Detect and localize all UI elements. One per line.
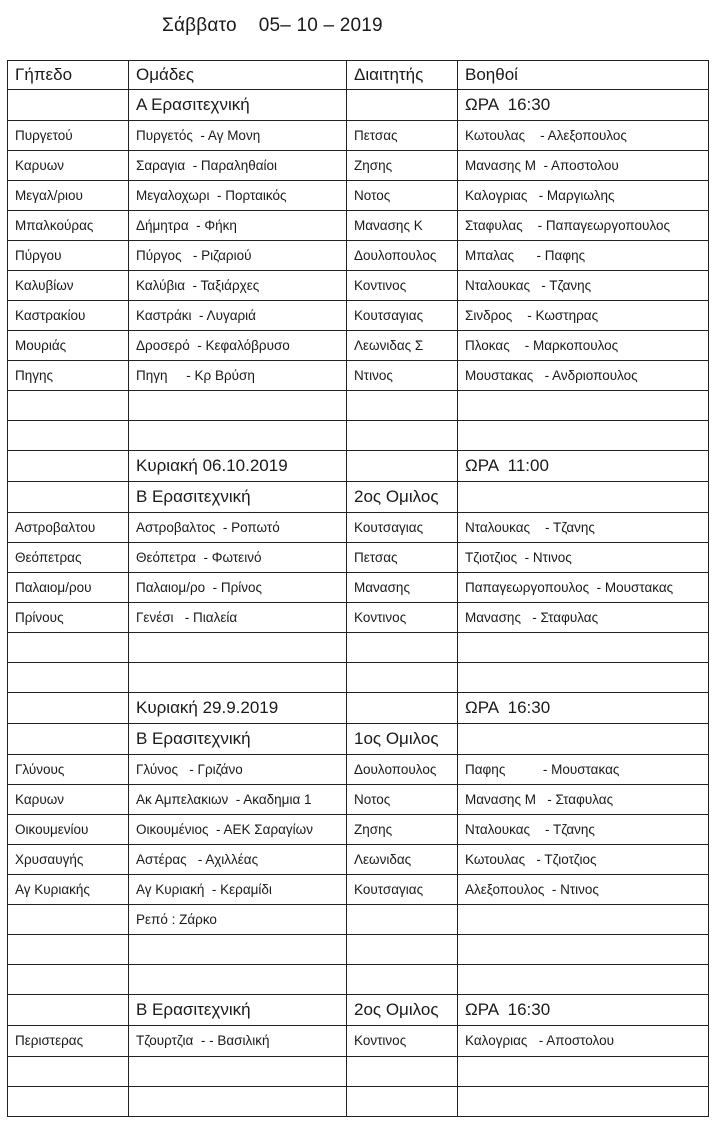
teams-cell: Μεγαλοχωρι - Πορταικός [129, 181, 347, 211]
stadium-cell [8, 391, 129, 421]
stadium-cell: Καλυβίων [8, 271, 129, 301]
assistants-cell: Τζιοτζιος - Ντινος [458, 543, 709, 573]
assistants-cell [458, 633, 709, 663]
stadium-cell [8, 90, 129, 121]
referee-cell: 2ος Ομιλος [347, 995, 458, 1026]
assistants-cell: ΩΡΑ 11:00 [458, 451, 709, 482]
teams-cell [129, 633, 347, 663]
referee-cell [347, 391, 458, 421]
teams-cell [129, 1087, 347, 1117]
stadium-cell: Πρίνους [8, 603, 129, 633]
referee-cell: 1ος Ομιλος [347, 724, 458, 755]
referee-cell: Νοτος [347, 785, 458, 815]
teams-cell [129, 965, 347, 995]
table-row [8, 815, 709, 845]
stadium-cell: Μουριάς [8, 331, 129, 361]
referee-cell: Δουλοπουλος [347, 755, 458, 785]
teams-cell: Κυριακή 06.10.2019 [129, 451, 347, 482]
referee-cell: Κουτσαγιας [347, 301, 458, 331]
assistants-cell: ΩΡΑ 16:30 [458, 995, 709, 1026]
referee-cell: Μανασης Κ [347, 211, 458, 241]
referee-cell: Κοντινος [347, 1026, 458, 1057]
table-row [8, 331, 709, 361]
teams-cell [129, 391, 347, 421]
table-row [8, 241, 709, 271]
referee-cell: Ζησης [347, 815, 458, 845]
table-header-row [8, 61, 709, 90]
stadium-cell: Γλύνους [8, 755, 129, 785]
stadium-cell: Μεγαλ/ριου [8, 181, 129, 211]
referee-cell: Νοτος [347, 181, 458, 211]
assistants-cell: Μανασης - Σταφυλας [458, 603, 709, 633]
teams-cell [129, 1057, 347, 1087]
assistants-cell [458, 482, 709, 513]
column-header: Ομάδες [129, 61, 347, 90]
column-header: Διαιτητής [347, 61, 458, 90]
table-row [8, 211, 709, 241]
teams-cell: Καλύβια - Ταξιάρχες [129, 271, 347, 301]
assistants-cell: Καλογριας - Μαργιωλης [458, 181, 709, 211]
stadium-cell [8, 935, 129, 965]
column-header: Γήπεδο [8, 61, 129, 90]
teams-cell: Γενέσι - Πιαλεία [129, 603, 347, 633]
stadium-cell [8, 451, 129, 482]
stadium-cell [8, 1087, 129, 1117]
teams-cell: Πύργος - Ριζαριού [129, 241, 347, 271]
table-row [8, 935, 709, 965]
assistants-cell: ΩΡΑ 16:30 [458, 693, 709, 724]
table-row [8, 121, 709, 151]
referee-cell [347, 90, 458, 121]
referee-cell: Ντινος [347, 361, 458, 391]
assistants-cell: Νταλουκας - Τζανης [458, 513, 709, 543]
table-row [8, 785, 709, 815]
teams-cell: Β Ερασιτεχνική [129, 724, 347, 755]
teams-cell: Πηγη - Κρ Βρύση [129, 361, 347, 391]
teams-cell: Παλαιομ/ρο - Πρίνος [129, 573, 347, 603]
assistants-cell: Σταφυλας - Παπαγεωργοπουλος [458, 211, 709, 241]
table-row [8, 603, 709, 633]
stadium-cell [8, 965, 129, 995]
assistants-cell [458, 421, 709, 451]
teams-cell: Δροσερό - Κεφαλόβρυσο [129, 331, 347, 361]
teams-cell: Ακ Αμπελακιων - Ακαδημια 1 [129, 785, 347, 815]
referee-cell: Κοντινος [347, 603, 458, 633]
referee-cell [347, 935, 458, 965]
table-row [8, 1026, 709, 1057]
assistants-cell [458, 965, 709, 995]
referee-cell: Μανασης [347, 573, 458, 603]
table-row [8, 151, 709, 181]
table-row [8, 301, 709, 331]
schedule-table [7, 60, 709, 1117]
assistants-cell: Σινδρος - Κωστηρας [458, 301, 709, 331]
stadium-cell: Πηγης [8, 361, 129, 391]
assistants-cell [458, 663, 709, 693]
table-row [8, 573, 709, 603]
referee-cell: Κουτσαγιας [347, 513, 458, 543]
table-row [8, 965, 709, 995]
referee-cell: Ζησης [347, 151, 458, 181]
table-row [8, 181, 709, 211]
page-title: Σάββατο 05– 10 – 2019 [162, 15, 383, 36]
stadium-cell: Οικουμενίου [8, 815, 129, 845]
table-row [8, 513, 709, 543]
stadium-cell [8, 633, 129, 663]
teams-cell: Θεόπετρα - Φωτεινό [129, 543, 347, 573]
teams-cell: Καστράκι - Λυγαριά [129, 301, 347, 331]
referee-cell: Λεωνιδας Σ [347, 331, 458, 361]
assistants-cell: Μανασης Μ - Σταφυλας [458, 785, 709, 815]
teams-cell: Αστροβαλτος - Ροπωτό [129, 513, 347, 543]
referee-cell [347, 663, 458, 693]
referee-cell: Πετσας [347, 543, 458, 573]
teams-cell: Κυριακή 29.9.2019 [129, 693, 347, 724]
assistants-cell: Κωτουλας - Τζιοτζιος [458, 845, 709, 875]
stadium-cell: Θεόπετρας [8, 543, 129, 573]
assistants-cell: Μανασης Μ - Αποστολου [458, 151, 709, 181]
stadium-cell: Καρυων [8, 151, 129, 181]
referee-cell [347, 451, 458, 482]
teams-cell: Αγ Κυριακή - Κεραμίδι [129, 875, 347, 905]
assistants-cell: Νταλουκας - Τζανης [458, 815, 709, 845]
assistants-cell [458, 935, 709, 965]
stadium-cell [8, 724, 129, 755]
assistants-cell: Παφης - Μουστακας [458, 755, 709, 785]
table-row [8, 361, 709, 391]
stadium-cell: Πυργετού [8, 121, 129, 151]
table-row [8, 451, 709, 482]
teams-cell: Α Ερασιτεχνική [129, 90, 347, 121]
teams-cell [129, 421, 347, 451]
teams-cell: Β Ερασιτεχνική [129, 482, 347, 513]
assistants-cell: Παπαγεωργοπουλος - Μουστακας [458, 573, 709, 603]
referee-cell [347, 633, 458, 663]
assistants-cell: Νταλουκας - Τζανης [458, 271, 709, 301]
table-row [8, 633, 709, 663]
referee-cell [347, 905, 458, 935]
table-row [8, 391, 709, 421]
stadium-cell [8, 995, 129, 1026]
teams-cell: Σαραγια - Παραληθαίοι [129, 151, 347, 181]
column-header: Βοηθοί [458, 61, 709, 90]
referee-cell: Κοντινος [347, 271, 458, 301]
assistants-cell [458, 1087, 709, 1117]
referee-cell: Κουτσαγιας [347, 875, 458, 905]
table-row [8, 724, 709, 755]
stadium-cell: Περιστερας [8, 1026, 129, 1057]
teams-cell: Δήμητρα - Φήκη [129, 211, 347, 241]
stadium-cell: Χρυσαυγής [8, 845, 129, 875]
referee-cell [347, 1057, 458, 1087]
teams-cell: Τζουρτζια - - Βασιλική [129, 1026, 347, 1057]
teams-cell: Ρεπό : Ζάρκο [129, 905, 347, 935]
assistants-cell: Κωτουλας - Αλεξοπουλος [458, 121, 709, 151]
table-row [8, 875, 709, 905]
table-row [8, 1057, 709, 1087]
assistants-cell: ΩΡΑ 16:30 [458, 90, 709, 121]
stadium-cell: Καρυων [8, 785, 129, 815]
assistants-cell [458, 1057, 709, 1087]
referee-cell [347, 693, 458, 724]
stadium-cell: Αστροβαλτου [8, 513, 129, 543]
stadium-cell: Πύργου [8, 241, 129, 271]
table-row [8, 663, 709, 693]
referee-cell [347, 965, 458, 995]
referee-cell [347, 421, 458, 451]
table-row [8, 543, 709, 573]
teams-cell: Γλύνος - Γριζάνο [129, 755, 347, 785]
referee-cell: Πετσας [347, 121, 458, 151]
teams-cell [129, 663, 347, 693]
assistants-cell [458, 905, 709, 935]
table-row [8, 482, 709, 513]
referee-cell: Δουλοπουλος [347, 241, 458, 271]
table-row [8, 755, 709, 785]
teams-cell: Πυργετός - Αγ Μονη [129, 121, 347, 151]
referee-cell: 2ος Ομιλος [347, 482, 458, 513]
stadium-cell [8, 1057, 129, 1087]
assistants-cell: Μουστακας - Ανδριοπουλος [458, 361, 709, 391]
stadium-cell: Μπαλκούρας [8, 211, 129, 241]
table-row [8, 995, 709, 1026]
teams-cell: Β Ερασιτεχνική [129, 995, 347, 1026]
table-row [8, 845, 709, 875]
teams-cell: Οικουμένιος - ΑΕΚ Σαραγίων [129, 815, 347, 845]
teams-cell: Αστέρας - Αχιλλέας [129, 845, 347, 875]
stadium-cell [8, 421, 129, 451]
assistants-cell: Αλεξοπουλος - Ντινος [458, 875, 709, 905]
table-row [8, 693, 709, 724]
assistants-cell: Πλοκας - Μαρκοπουλος [458, 331, 709, 361]
table-row [8, 90, 709, 121]
stadium-cell [8, 482, 129, 513]
stadium-cell: Παλαιομ/ρου [8, 573, 129, 603]
referee-cell: Λεωνιδας [347, 845, 458, 875]
teams-cell [129, 935, 347, 965]
assistants-cell [458, 391, 709, 421]
table-row [8, 905, 709, 935]
stadium-cell [8, 693, 129, 724]
stadium-cell [8, 905, 129, 935]
assistants-cell [458, 724, 709, 755]
table-row [8, 421, 709, 451]
stadium-cell: Καστρακίου [8, 301, 129, 331]
referee-cell [347, 1087, 458, 1117]
table-row [8, 271, 709, 301]
table-row [8, 1087, 709, 1117]
stadium-cell: Αγ Κυριακής [8, 875, 129, 905]
stadium-cell [8, 663, 129, 693]
assistants-cell: Καλογριας - Αποστολου [458, 1026, 709, 1057]
assistants-cell: Μπαλας - Παφης [458, 241, 709, 271]
